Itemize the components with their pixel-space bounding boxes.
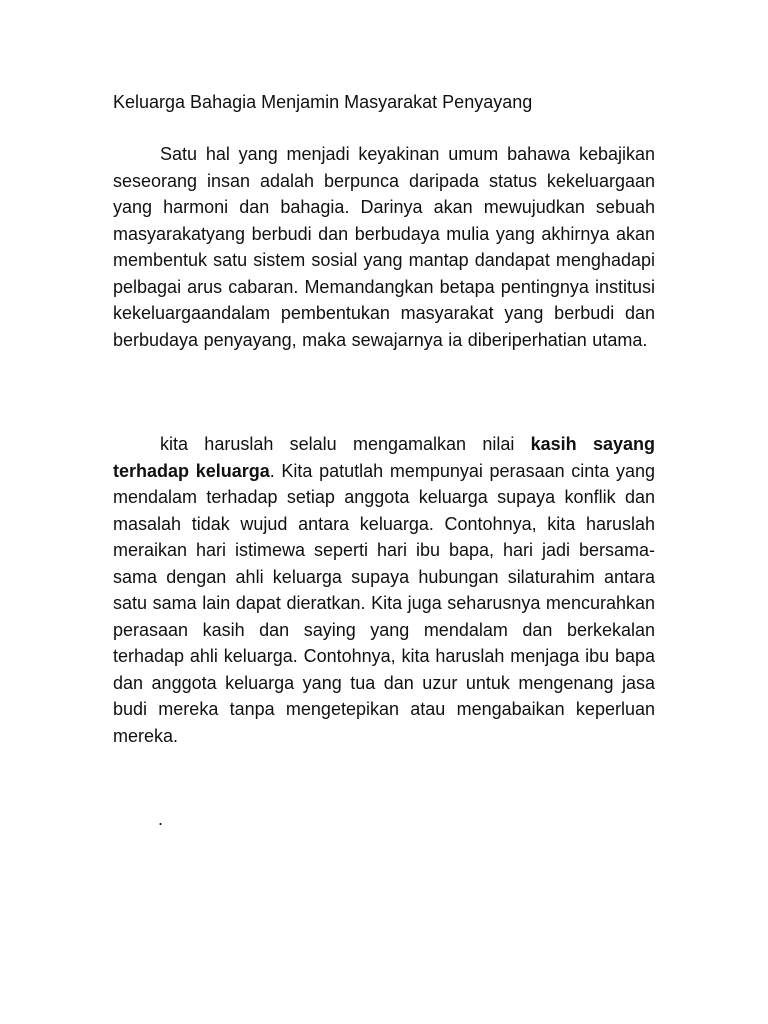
trailing-mark: . bbox=[158, 809, 164, 829]
paragraph-2-bold-phrase: kasih sayang terhadap keluarga bbox=[113, 434, 655, 481]
paragraph-2-lead: kita haruslah selalu mengamalkan nilai bbox=[160, 434, 531, 454]
paragraph-1: Satu hal yang menjadi keyakinan umum bahawa kebajikan seseorang insan adalah berpunca daripada status kekeluargaan yang harmoni dan bahagia. Darinya akan mewujudkan sebuah masyarakatyang berbudi dan berbudaya mulia yang akhirnya akan membentuk satu sistem sosial yang mantap dandapat menghadapi pelbagai arus cabaran. Memandangkan betapa pentingnya institusi kekeluargaandalam pembentukan masyarakat yang berbudi dan berbudaya penyayang, maka sewajarnya ia diberiperhatian utama. bbox=[113, 144, 655, 350]
paragraph-2 bbox=[113, 431, 655, 749]
paragraph-2-rest: . Kita patutlah mempunyai perasaan cinta yang mendalam terhadap setiap anggota keluarga supaya konflik dan masalah tidak wujud antara keluarga. Contohnya, kita haruslah meraikan hari istimewa seperti hari ibu bapa, hari jadi bersama-sama dengan ahli keluarga supaya hubungan silaturahim antara satu sama lain dapat dieratkan. Kita juga seharusnya mencurahkan perasaan kasih dan saying yang mendalam dan berkekalan terhadap ahli keluarga. Contohnya, kita haruslah menjaga ibu bapa dan anggota keluarga yang tua dan uzur untuk mengenang jasa budi mereka tanpa mengetepikan atau mengabaikan keperluan mereka. bbox=[113, 460, 655, 746]
document-title: Keluarga Bahagia Menjamin Masyarakat Penyayang bbox=[113, 92, 533, 112]
